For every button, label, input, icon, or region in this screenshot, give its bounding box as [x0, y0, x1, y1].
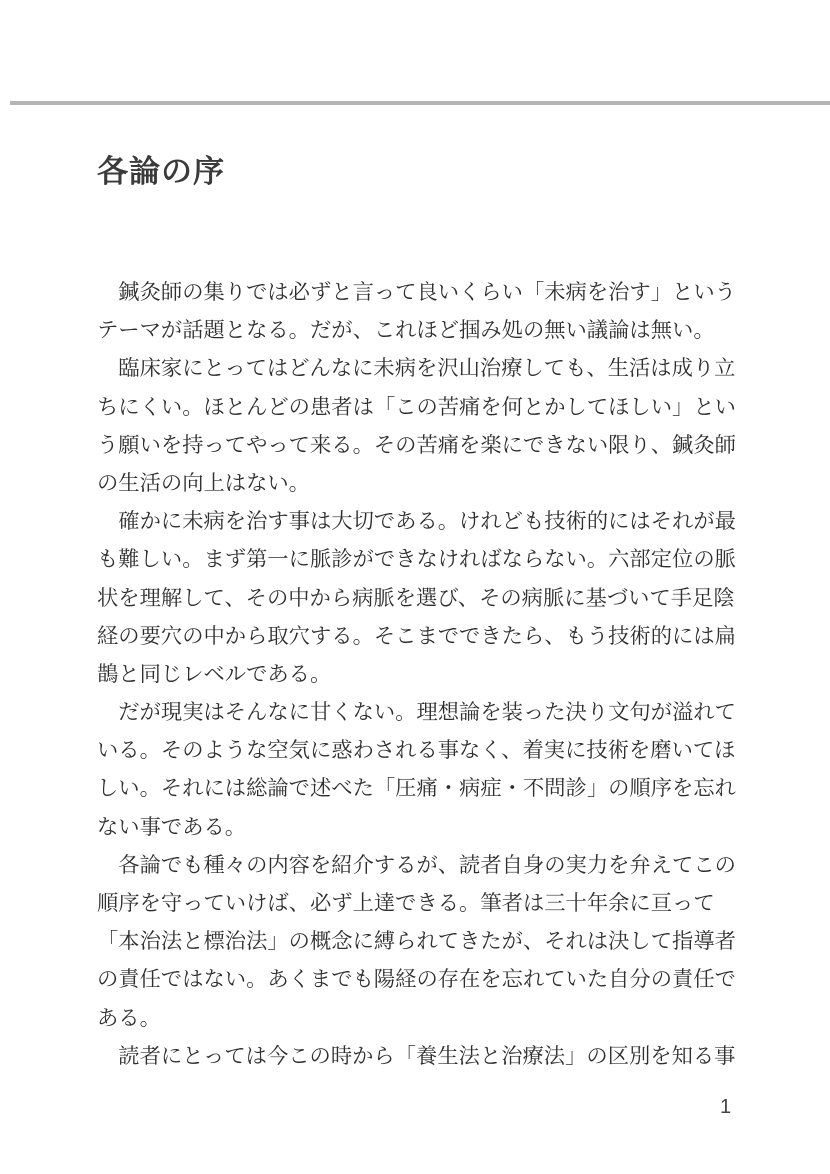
text-line: 順序を守っていけば、必ず上達できる。筆者は三十年余に亘って — [97, 891, 715, 916]
body-text — [97, 274, 737, 1076]
header-rule — [10, 101, 830, 105]
text-line: 鵲と同じレベルである。 — [97, 661, 332, 687]
text-line: いる。そのような空気に惑わされる事なく、着実に技術を磨いてほ — [97, 738, 736, 764]
text-line: 確かに未病を治す事は大切である。けれども技術的にはそれが最 — [97, 509, 736, 535]
text-line: 臨床家にとってはどんなに未病を沢山治療しても、生活は成り立 — [97, 356, 736, 382]
text-line: ちにくい。ほとんどの患者は「この苦痛を何とかしてほしい」とい — [97, 394, 736, 420]
text-line: 各論でも種々の内容を紹介するが、読者自身の実力を弁えてこの — [97, 852, 736, 878]
text-line: う願いを持ってやって来る。その苦痛を楽にできない限り、鍼灸師 — [97, 432, 736, 458]
text-line: 「本治法と標治法」の概念に縛られてきたが、それは決して指導者 — [97, 929, 736, 955]
text-line: の責任ではない。あくまでも陽経の存在を忘れていた自分の責任で — [97, 967, 736, 993]
text-line: ない事である。 — [97, 814, 247, 840]
text-line: の生活の向上はない。 — [97, 470, 310, 496]
page-number: 1 — [720, 1096, 732, 1118]
text-line: テーマが話題となる。だが、これほど掴み処の無い議論は無い。 — [97, 318, 715, 344]
text-line: ある。 — [97, 1005, 161, 1031]
text-line: しい。それには総論で述べた「圧痛・病症・不問診」の順序を忘れ — [97, 776, 736, 802]
text-line: も難しい。まず第一に脈診ができなければならない。六部定位の脈 — [97, 547, 736, 573]
text-line: 経の要穴の中から取穴する。そこまでできたら、もう技術的には扁 — [97, 623, 736, 649]
text-line: だが現実はそんなに甘くない。理想論を装った決り文句が溢れて — [97, 700, 736, 726]
text-line: 鍼灸師の集りでは必ずと言って良いくらい「未病を治す」という — [97, 280, 736, 305]
text-line: 状を理解して、その中から病脈を選び、その病脈に基づいて手足陰 — [97, 585, 735, 611]
text-line: 読者にとっては今この時から「養生法と治療法」の区別を知る事 — [97, 1043, 736, 1069]
page-title: 各論の序 — [97, 154, 225, 190]
